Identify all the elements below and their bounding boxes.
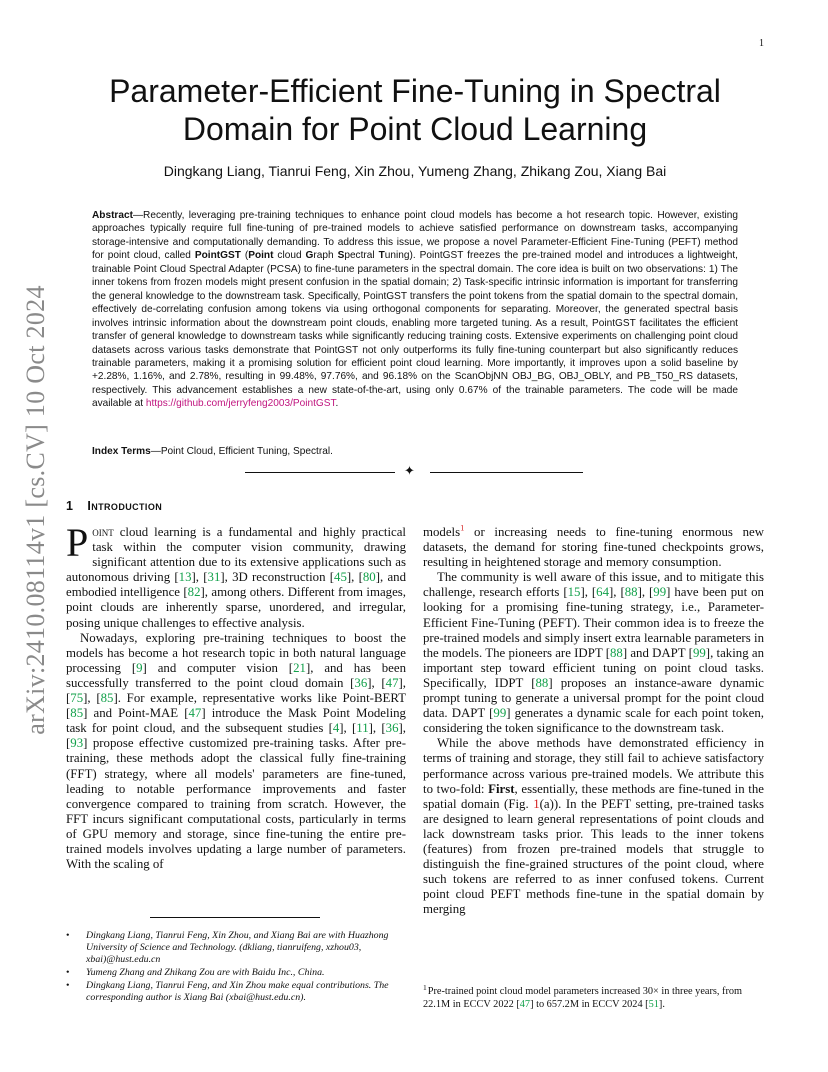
citation-99[interactable]: 99 bbox=[653, 585, 667, 600]
rp2-text-c: ] and DAPT [ bbox=[622, 645, 693, 660]
acronym-g: G bbox=[305, 250, 314, 262]
arxiv-stamp-area bbox=[20, 280, 52, 740]
first-word-rest: oint bbox=[92, 525, 114, 539]
separator-diamond-icon: ✦ bbox=[404, 464, 415, 479]
index-terms bbox=[92, 446, 738, 457]
abstract-dash: — bbox=[132, 210, 144, 221]
cite-sep: ], [ bbox=[637, 585, 654, 600]
code-link[interactable]: https://github.com/jerryfeng2003/PointGST bbox=[145, 398, 336, 410]
right-paragraph-3 bbox=[423, 736, 764, 917]
rp3-text-c: (a)). In the PEFT setting, pre-trained tasks are designed to learn general representations of point clouds and lack downstream tasks prior. This leads to the inner tokens (features) from frozen pre-trained models that struggle to distinguish the fine-grained structures of the point cloud, where such tokens are referred to as inner confused tokens. Current point cloud PEFT methods fine-tune in the spatial domain by merging bbox=[423, 796, 764, 917]
para2-text-d: ]. For example, representative works like Point-BERT [ bbox=[66, 691, 406, 721]
right-paragraph-2 bbox=[423, 570, 764, 736]
footnote-text-c: ]. bbox=[658, 999, 665, 1010]
affiliation-text: Yumeng Zhang and Zhikang Zou are with Baidu Inc., China. bbox=[86, 967, 325, 978]
citation-88[interactable]: 88 bbox=[535, 675, 549, 690]
abstract-end: . bbox=[335, 398, 339, 410]
citation-88[interactable]: 88 bbox=[624, 585, 638, 600]
para2-text-f: ] introduce the Mask Point Modeling task for point cloud, and the subsequent studies [ bbox=[66, 706, 406, 736]
acronym-p: Point bbox=[248, 250, 274, 262]
acronym-uning: uning). bbox=[384, 250, 420, 262]
bullet-icon: • bbox=[66, 967, 70, 978]
para2-text-g: ] propose effective customized pre-training tasks. After pre-training, these methods adopt the classical fully fine-training (FFT) strategy, where all models' parameters are fine-tuned, leading to notable performance improvements and faster convergence compared to training from scratch. However, the FFT incurs significant computational costs, particularly in terms of GPU memory and storage, since fine-tuning the entire pre-trained models involves updating a large number of parameters. With the scaling of bbox=[66, 736, 406, 872]
citation-45[interactable]: 45 bbox=[334, 570, 347, 585]
citation-82[interactable]: 82 bbox=[187, 585, 201, 600]
citation-88[interactable]: 88 bbox=[609, 645, 623, 660]
abstract bbox=[92, 209, 738, 411]
left-column bbox=[66, 520, 407, 872]
section-number: 1 bbox=[66, 499, 74, 513]
affiliation-note bbox=[66, 930, 408, 966]
citation-36[interactable]: 36 bbox=[385, 721, 399, 736]
acronym-pectral: pectral bbox=[344, 250, 379, 262]
rp2-text-e: ] proposes an instance-aware dynamic prompt tuning to generate a universal prompt for the point cloud data. DAPT [ bbox=[423, 675, 764, 721]
page-number: 1 bbox=[759, 38, 764, 49]
para1-3d: ], 3D reconstruction [ bbox=[220, 570, 335, 585]
affiliation-note bbox=[66, 967, 408, 979]
acronym-raph: raph bbox=[313, 250, 338, 262]
footnote-rule bbox=[150, 917, 320, 918]
affiliation-footnotes bbox=[66, 930, 408, 1005]
footnote-number: 1 bbox=[423, 982, 427, 992]
author-list: Dingkang Liang, Tianrui Feng, Xin Zhou, Yumeng Zhang, Zhikang Zou, Xiang Bai bbox=[163, 163, 667, 179]
citation-85[interactable]: 85 bbox=[70, 706, 84, 721]
right-paragraph-1 bbox=[423, 522, 764, 570]
para1-text-a: cloud learning is a fundamental and highly practical task within the computer vision community, drawing significant attention due to its extensive applications such as autonomous driving [ bbox=[66, 525, 406, 585]
cite-sep: ], [ bbox=[609, 585, 625, 600]
rp2-text-b: ] have been put on looking for a promising fine-tuning strategy, i.e., Parameter-Efficient Fine-Tuning (PEFT). Their common idea is to freeze the pre-trained models and simply insert extra learnable parameters in the models. The pioneers are IDPT [ bbox=[423, 585, 764, 660]
affiliation-text: Dingkang Liang, Tianrui Feng, and Xin Zhou make equal contributions. The corresponding author is Xiang Bai (xbai@hust.edu.cn). bbox=[86, 980, 389, 1003]
cite-sep: ], [ bbox=[580, 585, 597, 600]
citation-47[interactable]: 47 bbox=[188, 706, 202, 721]
citation-11[interactable]: 11 bbox=[356, 721, 369, 736]
intro-paragraph-1 bbox=[66, 520, 406, 631]
citation-47[interactable]: 47 bbox=[385, 675, 399, 690]
cite-sep: ], [ bbox=[339, 721, 357, 736]
separator-rule-right bbox=[430, 472, 583, 473]
intro-paragraph-2 bbox=[66, 631, 406, 873]
cite-sep: ], [ bbox=[368, 721, 386, 736]
citation-85[interactable]: 85 bbox=[100, 691, 114, 706]
citation-9[interactable]: 9 bbox=[136, 660, 143, 675]
citation-99[interactable]: 99 bbox=[692, 645, 706, 660]
affiliation-note bbox=[66, 980, 408, 1004]
abstract-paren: ( bbox=[240, 250, 249, 262]
title-line-2: Domain for Point Cloud Learning bbox=[182, 111, 648, 147]
rp3-text-b: , essentially, these methods are fine-tuned in the spatial domain (Fig. bbox=[423, 781, 764, 811]
citation-4[interactable]: 4 bbox=[332, 721, 340, 736]
citation-15[interactable]: 15 bbox=[567, 585, 581, 600]
title-line-1: Parameter-Efficient Fine-Tuning in Spectral bbox=[109, 73, 721, 109]
para2-text-c: ], and has been successfully transferred to the point cloud domain [ bbox=[66, 660, 407, 690]
citation-93[interactable]: 93 bbox=[70, 736, 84, 751]
citation-64[interactable]: 64 bbox=[596, 585, 610, 600]
cite-sep: ], [ bbox=[66, 721, 406, 751]
para2-text-b: ] and computer vision [ bbox=[142, 660, 294, 675]
section-title: Introduction bbox=[87, 499, 163, 513]
paper-title bbox=[70, 72, 760, 148]
index-terms-label: Index Terms bbox=[92, 446, 151, 457]
rp1-text-a: models bbox=[423, 525, 461, 539]
footnote-1 bbox=[423, 982, 764, 1011]
footnote-text-b: ] to 657.2M in ECCV 2024 [ bbox=[530, 999, 649, 1010]
citation-31[interactable]: 31 bbox=[207, 570, 221, 585]
citation-13[interactable]: 13 bbox=[178, 570, 192, 585]
para1-text-b: ], among others. Different from images, point clouds are inherently sparse, unordered, and irregular, posing unique challenges to effective analysis. bbox=[66, 585, 406, 630]
first-bold: First bbox=[488, 781, 515, 796]
citation-99[interactable]: 99 bbox=[493, 706, 507, 721]
citation-80[interactable]: 80 bbox=[362, 570, 376, 585]
index-terms-text: —Point Cloud, Efficient Tuning, Spectral. bbox=[150, 446, 333, 457]
footnote-mark-1[interactable]: 1 bbox=[460, 522, 465, 533]
citation-51[interactable]: 51 bbox=[648, 999, 659, 1010]
acronym-cloud: cloud bbox=[273, 250, 306, 262]
citation-21[interactable]: 21 bbox=[293, 660, 306, 675]
abstract-label: Abstract bbox=[92, 210, 133, 221]
affiliation-text: Dingkang Liang, Tianrui Feng, Xin Zhou, and Xiang Bai are with Huazhong University of Science and Technology. (dkliang, tianruifeng, xzhou03, xbai)@hust.edu.cn bbox=[86, 930, 389, 965]
rp2-text-f: ] generates a dynamic scale for each point token, considering the token significance to the downstream task. bbox=[423, 706, 765, 736]
arxiv-stamp: arXiv:2410.08114v1 [cs.CV] 10 Oct 2024 bbox=[21, 285, 50, 735]
separator-rule-left bbox=[245, 472, 395, 473]
rp3-text-a: While the above methods have demonstrated efficiency in terms of training and storage, they still fail to achieve satisfactory performance across various pre-trained models. We attribute this to two-fold: bbox=[423, 736, 764, 796]
para1-embodied: ], and embodied intelligence [ bbox=[66, 570, 406, 600]
drop-cap: P bbox=[66, 520, 89, 565]
section-heading bbox=[66, 499, 162, 513]
abstract-text-2: PointGST freezes the pre-trained model and introduces a lightweight, trainable Point Cloud Spectral Adapter (PCSA) to fine-tune parameters in the spectral domain. The core idea is built on two observations: 1) The inner tokens from frozen models might present confusion in the spatial domain; 2) Task-specific intrinsic information is important for transferring the general knowledge to the downstream task. Specifically, PointGST transfers the point tokens from the spatial domain to the spectral domain, effectively de-correlating confusion among tokens via using orthogonal components for separating. Moreover, the generated spectral basis involves intrinsic information about the downstream point clouds, enabling more targeted tuning. As a result, PointGST facilitates the efficient transfer of general knowledge to downstream tasks while significantly reducing training costs. Extensive experiments on challenging point cloud datasets across various tasks demonstrate that PointGST not only outperforms its fully fine-tuning counterpart but also significantly reduces trainable parameters, making it a promising solution for efficient point cloud learning. More importantly, it improves upon a solid baseline by +2.28%, 1.16%, and 2.78%, resulting in 99.48%, 97.76%, and 96.18% on the ScanObjNN OBJ_BG, OBJ_OBLY, and PB_T50_RS datasets, respectively. This advancement establishes a new state-of-the-art, using only 0.67% of the trainable parameters. The code will be made available at bbox=[92, 250, 738, 410]
citation-75[interactable]: 75 bbox=[70, 691, 84, 706]
acronym-t: T bbox=[378, 250, 385, 262]
cite-sep: ], [ bbox=[367, 675, 386, 690]
rp2-text-a: The community is well aware of this issue, and to mitigate this challenge, research efforts [ bbox=[423, 570, 764, 600]
figure-ref-1[interactable]: 1 bbox=[533, 796, 540, 811]
cite-sep: ], [ bbox=[346, 570, 363, 585]
acronym-s: S bbox=[337, 250, 345, 262]
rp1-text-b: or increasing needs to fine-tuning enormous new datasets, the demand for storing fine-tuned checkpoints grows, resulting in heightened storage and memory consumption. bbox=[423, 525, 764, 570]
right-column bbox=[423, 522, 765, 917]
para2-text-a: Nowadays, exploring pre-training techniques to boost the models has become a hot research topic in both natural language processing [ bbox=[66, 630, 406, 675]
cite-sep: ], [ bbox=[83, 691, 101, 706]
abstract-text-1: Recently, leveraging pre-training techniques to enhance point cloud models has become a hot research topic. However, existing approaches typically require full fine-tuning of pre-trained models to achieve satisfied performance on downstream tasks, accompanying storage-intensive and computationally demanding. To address this issue, we propose a novel Parameter-Efficient Fine-Tuning (PEFT) method for point cloud, called bbox=[92, 210, 738, 262]
method-name: PointGST bbox=[194, 250, 241, 262]
bullet-icon: • bbox=[66, 980, 70, 991]
footnote-text-a: Pre-trained point cloud model parameters increased 30× in three years, from 22.1M in ECCV 2022 [ bbox=[423, 986, 743, 1010]
cite-sep: ], [ bbox=[191, 570, 208, 585]
citation-36[interactable]: 36 bbox=[354, 675, 368, 690]
rp2-text-d: ], taking an important step toward efficient tuning on point cloud tasks. Specifically, IDPT [ bbox=[423, 645, 764, 690]
cite-sep: ], [ bbox=[66, 675, 406, 706]
citation-47[interactable]: 47 bbox=[519, 999, 531, 1010]
bullet-icon: • bbox=[66, 930, 70, 941]
para2-text-e: ] and Point-MAE [ bbox=[83, 706, 189, 721]
